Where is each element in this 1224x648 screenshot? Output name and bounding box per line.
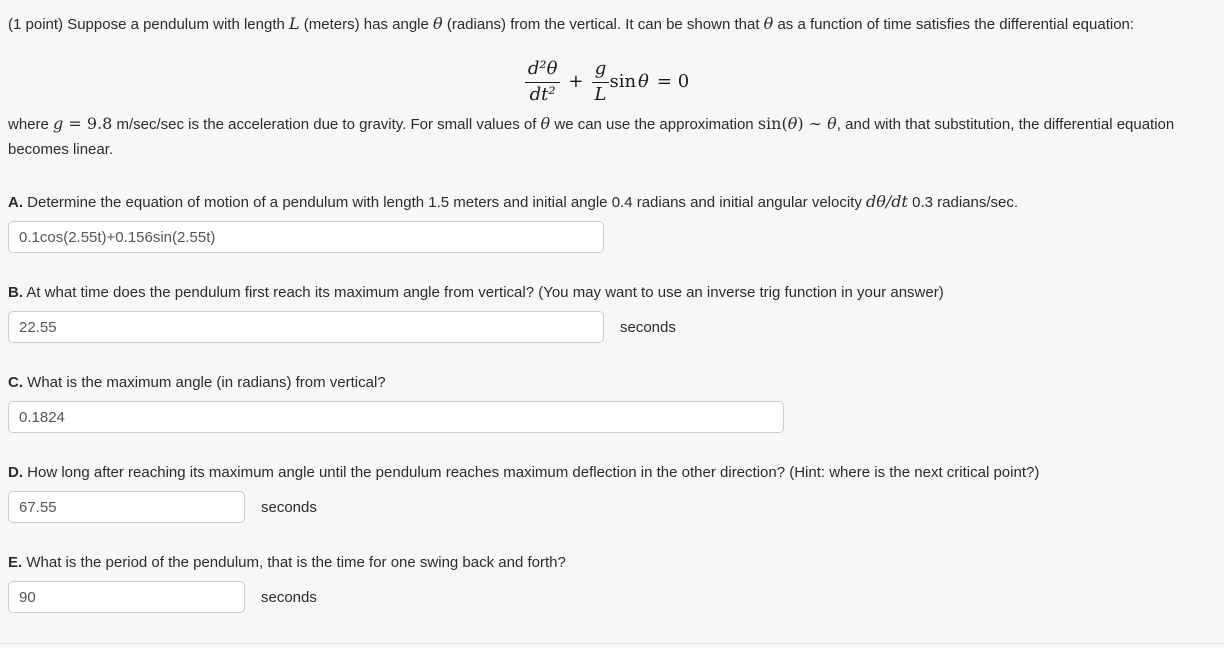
part-d-question (8, 463, 1214, 483)
part-d-label: D. (8, 464, 23, 481)
math-length-L: L (289, 14, 300, 33)
part-a-section (8, 192, 1214, 253)
fraction-denominator: dt² (529, 83, 556, 105)
gravity-text-2: m/sec/sec is the acceleration due to gravity. For small values of (112, 116, 541, 133)
part-a-question (8, 192, 1214, 213)
intro-text-4: as a function of time satisfies the differential equation: (773, 16, 1135, 33)
part-d-section (8, 463, 1214, 523)
fraction-d2theta-dt2 (525, 59, 561, 105)
part-e-section (8, 553, 1214, 613)
part-d-answer-row (8, 491, 1214, 523)
part-c-answer-input[interactable] (8, 401, 784, 433)
part-a-text-1: Determine the equation of motion of a pendulum with length 1.5 meters and initial angle 0.4 radians and initial angular velocity (23, 194, 867, 211)
part-c-text-1: What is the maximum angle (in radians) from vertical? (23, 374, 386, 391)
part-e-question (8, 553, 1214, 573)
part-b-answer-input[interactable] (8, 311, 604, 343)
part-e-answer-input[interactable] (8, 581, 245, 613)
gravity-statement (8, 111, 1214, 162)
seconds-label: seconds (261, 498, 317, 516)
part-e-answer-row (8, 581, 1214, 613)
fraction-numerator: d²θ (525, 59, 561, 83)
part-c-answer-row (8, 401, 1214, 433)
math-dtheta-dt: dθ/dt (866, 192, 908, 211)
theta-symbol: θ (638, 71, 649, 92)
math-g: g (53, 114, 64, 133)
part-e-text-1: What is the period of the pendulum, that is the time for one swing back and forth? (22, 554, 566, 571)
math-theta: θ (787, 114, 798, 133)
math-g-value: = 9.8 (63, 114, 113, 133)
part-a-text-2: 0.3 radians/sec. (907, 194, 1019, 211)
part-b-question (8, 283, 1214, 303)
intro-text-2: (meters) has angle (299, 16, 434, 33)
math-sin-open: sin( (757, 114, 788, 133)
math-sim-theta: ) ∼ (797, 114, 828, 133)
intro-text-3: (radians) from the vertical. It can be shown that (442, 16, 764, 33)
math-theta: θ (540, 114, 551, 133)
fraction-numerator: g (592, 59, 610, 83)
part-b-label: B. (8, 284, 23, 301)
math-theta: θ (433, 14, 443, 33)
fraction-denominator: L (594, 83, 607, 105)
fraction-g-L (592, 59, 610, 105)
part-c-label: C. (8, 374, 23, 391)
problem-statement (8, 11, 1214, 37)
intro-text-1: (1 point) Suppose a pendulum with length (8, 16, 290, 33)
part-b-section (8, 283, 1214, 343)
part-c-question (8, 373, 1214, 393)
sin-function: sin (609, 71, 637, 92)
gravity-text-3: we can use the approximation (550, 116, 758, 133)
bottom-divider (0, 643, 1224, 644)
differential-equation (8, 53, 1214, 111)
part-c-section (8, 373, 1214, 433)
part-a-label: A. (8, 194, 23, 211)
seconds-label: seconds (261, 588, 317, 606)
math-theta: θ (763, 14, 774, 33)
part-b-answer-row (8, 311, 1214, 343)
part-a-answer-row (8, 221, 1214, 253)
seconds-label: seconds (620, 318, 676, 336)
part-d-text-1: How long after reaching its maximum angle until the pendulum reaches maximum deflection in the other direction? (Hint: where is the next critical point?) (23, 464, 1040, 481)
part-d-answer-input[interactable] (8, 491, 245, 523)
equals-zero: = 0 (656, 71, 690, 92)
plus-operator: + (568, 71, 584, 92)
math-theta: θ (827, 114, 837, 133)
part-b-text-1: At what time does the pendulum first reach its maximum angle from vertical? (You may want to use an inverse trig function in your answer) (23, 284, 944, 301)
gravity-text-4: , and with that substitution, the differential equation becomes linear. (8, 116, 1175, 158)
part-e-label: E. (8, 554, 23, 571)
part-a-answer-input[interactable] (8, 221, 604, 253)
gravity-text-1: where (8, 116, 54, 133)
